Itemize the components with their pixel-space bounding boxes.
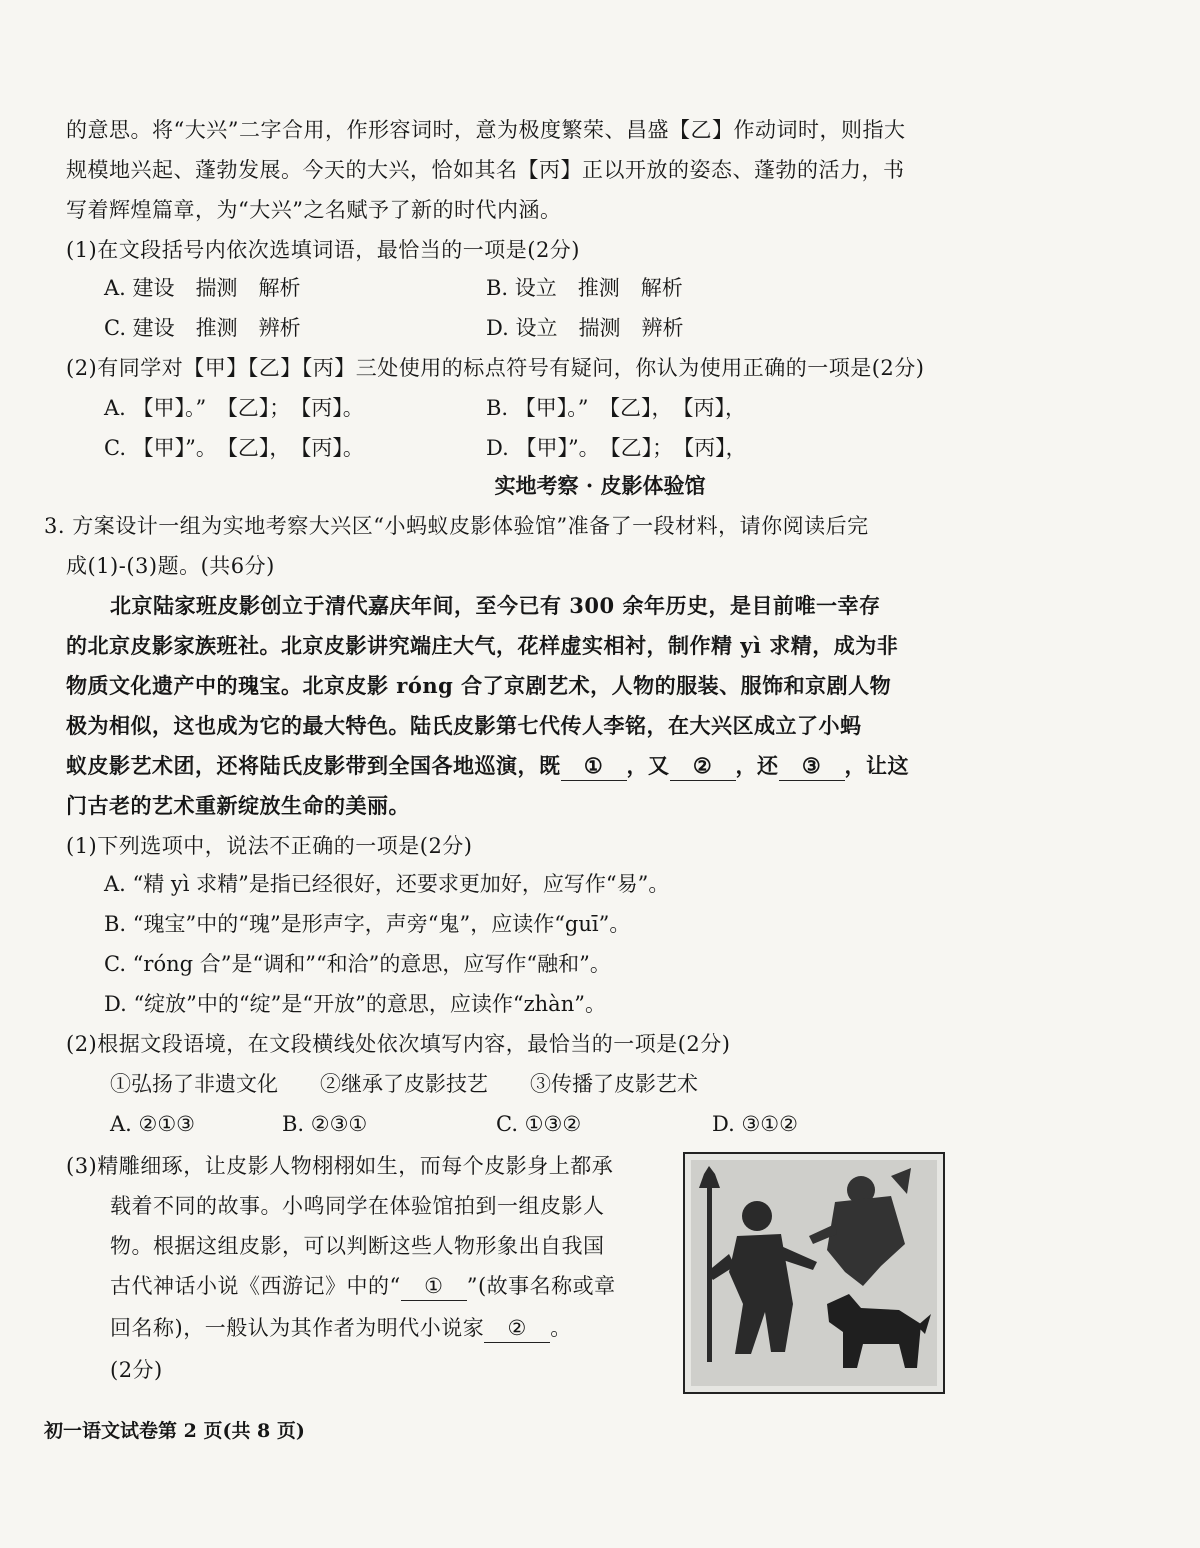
page-footer: 初一语文试卷第 2 页(共 8 页) <box>44 1420 305 1442</box>
q3-passage-line-4: 极为相似，这也成为它的最大特色。陆氏皮影第七代传人李铭，在大兴区成立了小蚂 <box>66 713 862 738</box>
q3-2-stem: (2)根据文段语境，在文段横线处依次填写内容，最恰当的一项是(2分) <box>66 1032 731 1056</box>
q2-1-stem: (1)在文段括号内依次选填词语，最恰当的一项是(2分) <box>66 238 580 262</box>
q3-passage-line-5 <box>66 752 1146 781</box>
q2-2-option-a: A. 【甲】。” 【乙】； 【丙】。 <box>104 396 364 420</box>
question-text: 回名称)，一般认为其作者为明代小说家 <box>110 1316 485 1340</box>
q3-1-option-b: B. “瑰宝”中的“瑰”是形声字，声旁“鬼”，应读作“guī”。 <box>104 912 631 936</box>
intro-line-3: 写着辉煌篇章，为“大兴”之名赋予了新的时代内涵。 <box>66 198 562 222</box>
q3-stem-line-1: 3. 方案设计一组为实地考察大兴区“小蚂蚁皮影体验馆”准备了一段材料，请你阅读后完 <box>44 514 869 538</box>
blank-author: ② <box>484 1314 550 1343</box>
q3-3-line-5 <box>110 1314 670 1343</box>
q3-3-line-1: (3)精雕细琢，让皮影人物栩栩如生，而每个皮影身上都承 <box>66 1154 614 1178</box>
q3-passage-line-1: 北京陆家班皮影创立于清代嘉庆年间，至今已有 300 余年历史，是目前唯一幸存 <box>110 593 881 618</box>
question-text: 古代神话小说《西游记》中的“ <box>110 1274 401 1298</box>
passage-text: 蚁皮影艺术团，还将陆氏皮影带到全国各地巡演，既 <box>66 753 561 778</box>
question-text: ”(故事名称或章 <box>466 1274 616 1298</box>
q2-1-option-c: C. 建设 推测 辨析 <box>104 316 301 340</box>
q3-passage-line-3: 物质文化遗产中的瑰宝。北京皮影 róng 合了京剧艺术，人物的服装、服饰和京剧人物 <box>66 673 892 698</box>
q3-1-option-c: C. “róng 合”是“调和”“和洽”的意思，应写作“融和”。 <box>104 952 611 976</box>
q3-1-option-d: D. “绽放”中的“绽”是“开放”的意思，应读作“zhàn”。 <box>104 992 606 1016</box>
photo-background <box>691 1160 937 1386</box>
section-title: 实地考察 · 皮影体验馆 <box>494 473 706 498</box>
question-text: 。 <box>550 1316 572 1340</box>
shadow-puppet-photo <box>683 1152 945 1394</box>
passage-text: ，让这 <box>844 753 909 778</box>
shadow-puppet-illustration <box>685 1154 943 1392</box>
passage-text: ，又 <box>626 753 670 778</box>
q3-3-line-4 <box>110 1272 670 1301</box>
warrior-head <box>742 1201 772 1231</box>
q2-2-option-c: C. 【甲】”。 【乙】， 【丙】。 <box>104 436 364 460</box>
q3-1-option-a: A. “精 yì 求精”是指已经很好，还要求更加好，应写作“易”。 <box>104 872 670 896</box>
blank-story-name: ① <box>401 1272 467 1301</box>
q2-2-option-b: B. 【甲】。” 【乙】， 【丙】， <box>486 396 747 420</box>
q3-stem-line-2: 成(1)-(3)题。(共6分) <box>66 554 275 578</box>
q3-2-option-a: A. ②①③ <box>110 1112 195 1136</box>
q3-2-option-c: C. ①③② <box>496 1112 582 1136</box>
q3-3-score: (2分) <box>110 1358 163 1382</box>
q2-1-option-a: A. 建设 揣测 解析 <box>104 276 301 300</box>
blank-2: ② <box>670 752 736 781</box>
intro-line-2: 规模地兴起、蓬勃发展。今天的大兴，恰如其名【丙】正以开放的姿态、蓬勃的活力，书 <box>66 158 905 182</box>
q3-2-option-d: D. ③①② <box>712 1112 798 1136</box>
q3-passage-line-2: 的北京皮影家族班社。北京皮影讲究端庄大气，花样虚实相衬，制作精 yì 求精，成为非 <box>66 633 899 658</box>
q3-2-option-b: B. ②③① <box>282 1112 368 1136</box>
blank-1: ① <box>561 752 627 781</box>
q3-3-line-3: 物。根据这组皮影，可以判断这些人物形象出自我国 <box>110 1234 605 1258</box>
q3-1-stem: (1)下列选项中，说法不正确的一项是(2分) <box>66 834 473 858</box>
blank-3: ③ <box>779 752 845 781</box>
intro-line-1: 的意思。将“大兴”二字合用，作形容词时，意为极度繁荣、昌盛【乙】作动词时，则指大 <box>66 118 906 142</box>
q2-1-option-b: B. 设立 推测 解析 <box>486 276 683 300</box>
q2-2-option-d: D. 【甲】”。 【乙】； 【丙】， <box>486 436 747 460</box>
q2-2-stem: (2)有同学对【甲】【乙】【丙】三处使用的标点符号有疑问，你认为使用正确的一项是(2分) <box>66 356 925 380</box>
passage-text: ，还 <box>735 753 779 778</box>
q3-passage-line-6: 门古老的艺术重新绽放生命的美丽。 <box>66 793 410 818</box>
q3-3-line-2: 载着不同的故事。小鸣同学在体验馆拍到一组皮影人 <box>110 1194 605 1218</box>
q2-1-option-d: D. 设立 揣测 辨析 <box>486 316 684 340</box>
q3-2-items: ①弘扬了非遗文化 ②继承了皮影技艺 ③传播了皮影艺术 <box>110 1072 698 1096</box>
